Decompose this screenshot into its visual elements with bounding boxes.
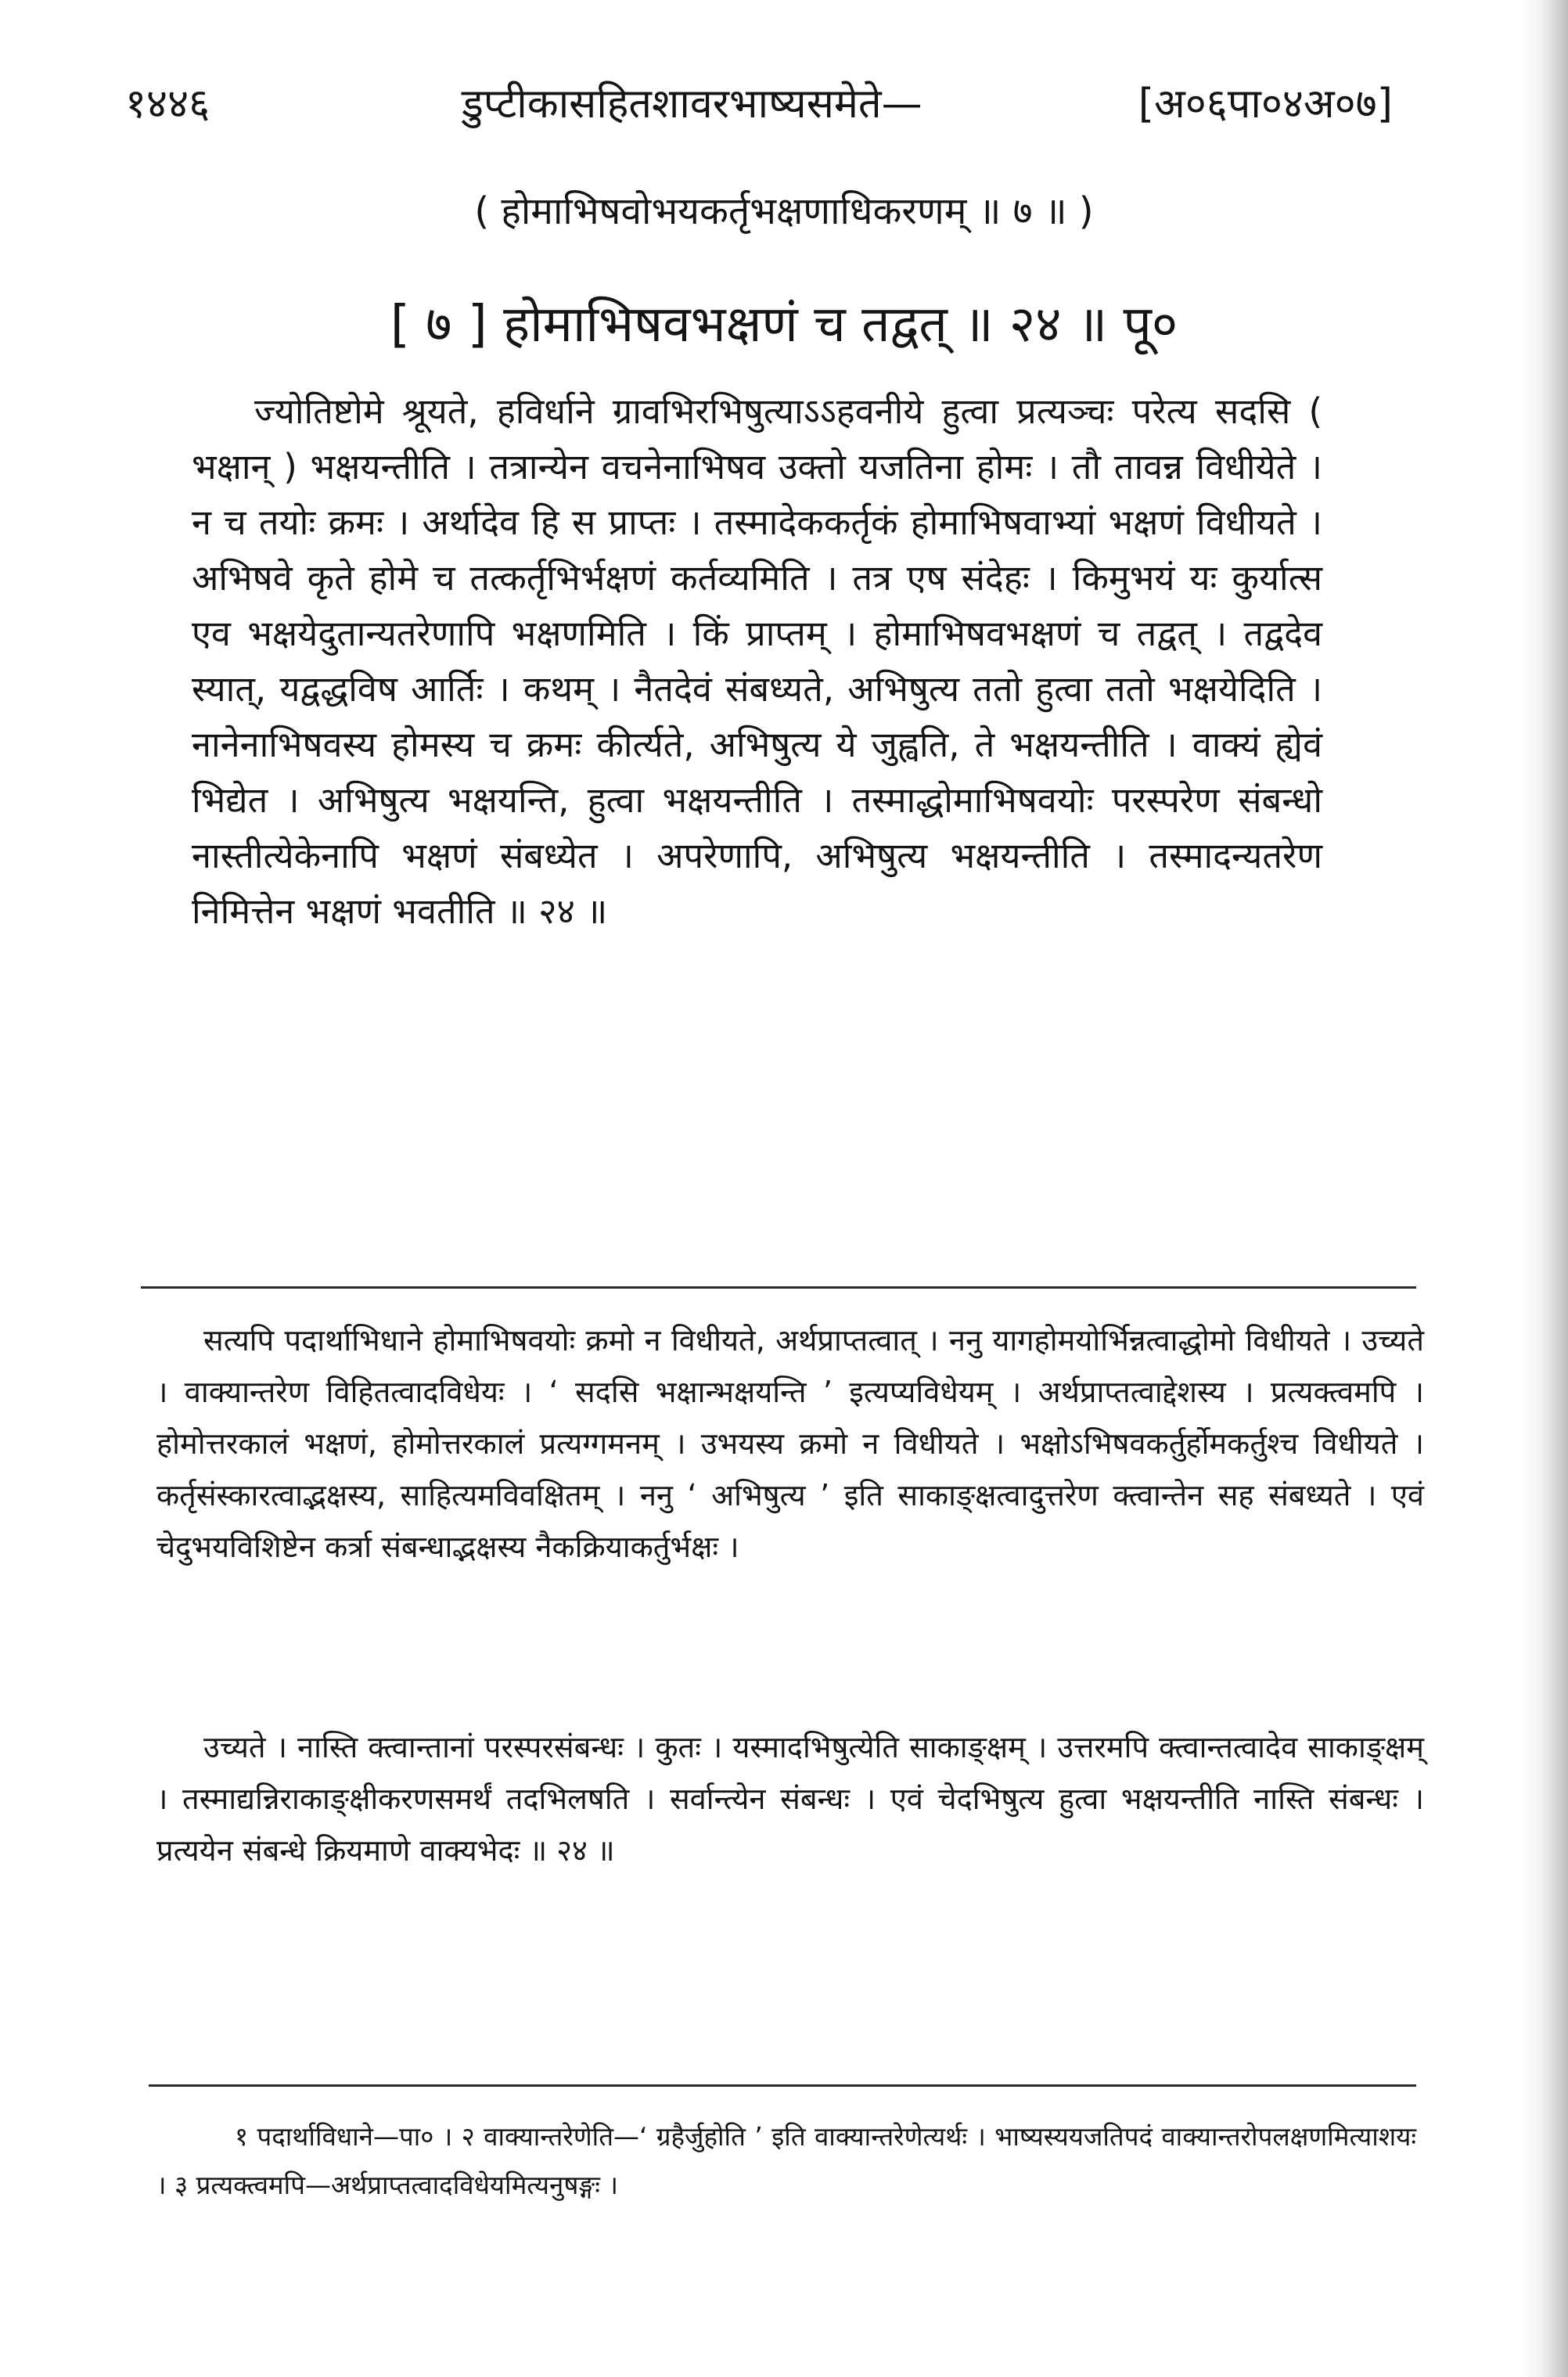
tika-paragraph-1: सत्यपि पदार्थाभिधाने होमाभिषवयोः क्रमो न विधीयते, अर्थप्राप्तत्वात् । ननु यागहोमयोर्भिन्नत्वाद्धोमो विधीयते । उच्यते । वाक्यान्तरेण विहितत्वादविधेयः । ‘ सदसि भक्षान्भक्षयन्ति ’ इत्यप्यविधेयम् । अर्थप्राप्तत्वाद्देशस्य । प्रत्यक्त्वमपि । होमोत्तरकालं भक्षणं, होमोत्तरकालं प्रत्यग्गमनम् । उभयस्य क्रमो न विधीयते । भक्षोऽभिषवकर्तुर्होमकर्तुश्च विधीयते । कर्तृसंस्कारत्वाद्भक्षस्य, साहित्यमविवक्षितम् । ननु ‘ अभिषुत्य ’ इति साकाङ्क्षत्वादुत्तरेण क्त्वान्तेन सह संबध्यते । एवं चेदुभयविशिष्टेन कर्त्रा संबन्धाद्भक्षस्य नैकक्रियाकर्तुर्भक्षः । bbox=[156, 1323, 1424, 1564]
bhashya-paragraph: ज्योतिष्टोमे श्रूयते, हविर्धाने ग्रावभिरभिषुत्याऽऽहवनीये हुत्वा प्रत्यञ्चः परेत्य सदसि ( भक्षान् ) भक्षयन्तीति । तत्रान्येन वचनेनाभिषव उक्तो यजतिना होमः । तौ तावन्न विधीयेते । न च तयोः क्रमः । अर्थादेव हि स प्राप्तः । तस्मादेककर्तृकं होमाभिषवाभ्यां भक्षणं विधीयते । अभिषवे कृते होमे च तत्कर्तृभिर्भक्षणं कर्तव्यमिति । तत्र एष संदेहः । किमुभयं यः कुर्यात्स एव भक्षयेदुतान्यतरेणापि भक्षणमिति । किं प्राप्तम् । होमाभिषवभक्षणं च तद्वत् । तद्वदेव स्यात्, यद्वद्धविष आर्तिः । कथम् । नैतदेवं संबध्यते, अभिषुत्य ततो हुत्वा ततो भक्षयेदिति । नानेनाभिषवस्य होमस्य च क्रमः कीर्त्यते, अभिषुत्य ये जुह्वति, ते भक्षयन्तीति । वाक्यं ह्येवं भिद्येत । अभिषुत्य भक्षयन्ति, हुत्वा भक्षयन्तीति । तस्माद्धोमाभिषवयोः परस्परेण संबन्धो नास्तीत्येकेनापि भक्षणं संबध्येत । अपरेणापि, अभिषुत्य भक्षयन्तीति । तस्मादन्यतरेण निमित्तेन भक्षणं भवतीति ॥ २४ ॥ bbox=[192, 390, 1322, 932]
section-divider bbox=[141, 1286, 1416, 1289]
section-reference: [अ०६पा०४अ०७] bbox=[1138, 81, 1393, 128]
tika-paragraph-2: उच्यते । नास्ति क्त्वान्तानां परस्परसंबन्धः । कुतः । यस्मादभिषुत्येति साकाङ्क्षम् । उत्तरमपि क्त्वान्तत्वादेव साकाङ्क्षम् । तस्माद्यन्निराकाङ्क्षीकरणसमर्थं तदभिलषति । सर्वान्त्येन संबन्धः । एवं चेदभिषुत्य हुत्वा भक्षयन्तीति नास्ति संबन्धः । प्रत्ययेन संबन्धे क्रियमाणे वाक्यभेदः ॥ २४ ॥ bbox=[156, 1730, 1424, 1868]
adhikarana-title: ( होमाभिषवोभयकर्तृभक्षणाधिकरणम् ॥ ७ ॥ ) bbox=[474, 189, 1094, 233]
running-header bbox=[125, 69, 1393, 139]
footnote-divider bbox=[149, 2084, 1416, 2087]
binding-edge bbox=[1521, 0, 1568, 2377]
page-number: १४४६ bbox=[125, 81, 210, 128]
sutra-heading: [ ७ ] होमाभिषवभक्षणं च तद्वत् ॥ २४ ॥ पू० bbox=[390, 296, 1178, 354]
footnotes: १ पदार्थाविधाने—पा० । २ वाक्यान्तरेणेति—‘ ग्रहैर्जुहोति ’ इति वाक्यान्तरेणेत्यर्थः । भाष्यस्ययजतिपदं वाक्यान्तरोपलक्षणमित्याशयः । ३ प्रत्यक्त्वमपि—अर्थप्राप्तत्वादविधेयमित्यनुषङ्गः । bbox=[156, 2121, 1416, 2200]
running-title: डुप्टीकासहितशावरभाष्यसमेते— bbox=[462, 81, 922, 128]
